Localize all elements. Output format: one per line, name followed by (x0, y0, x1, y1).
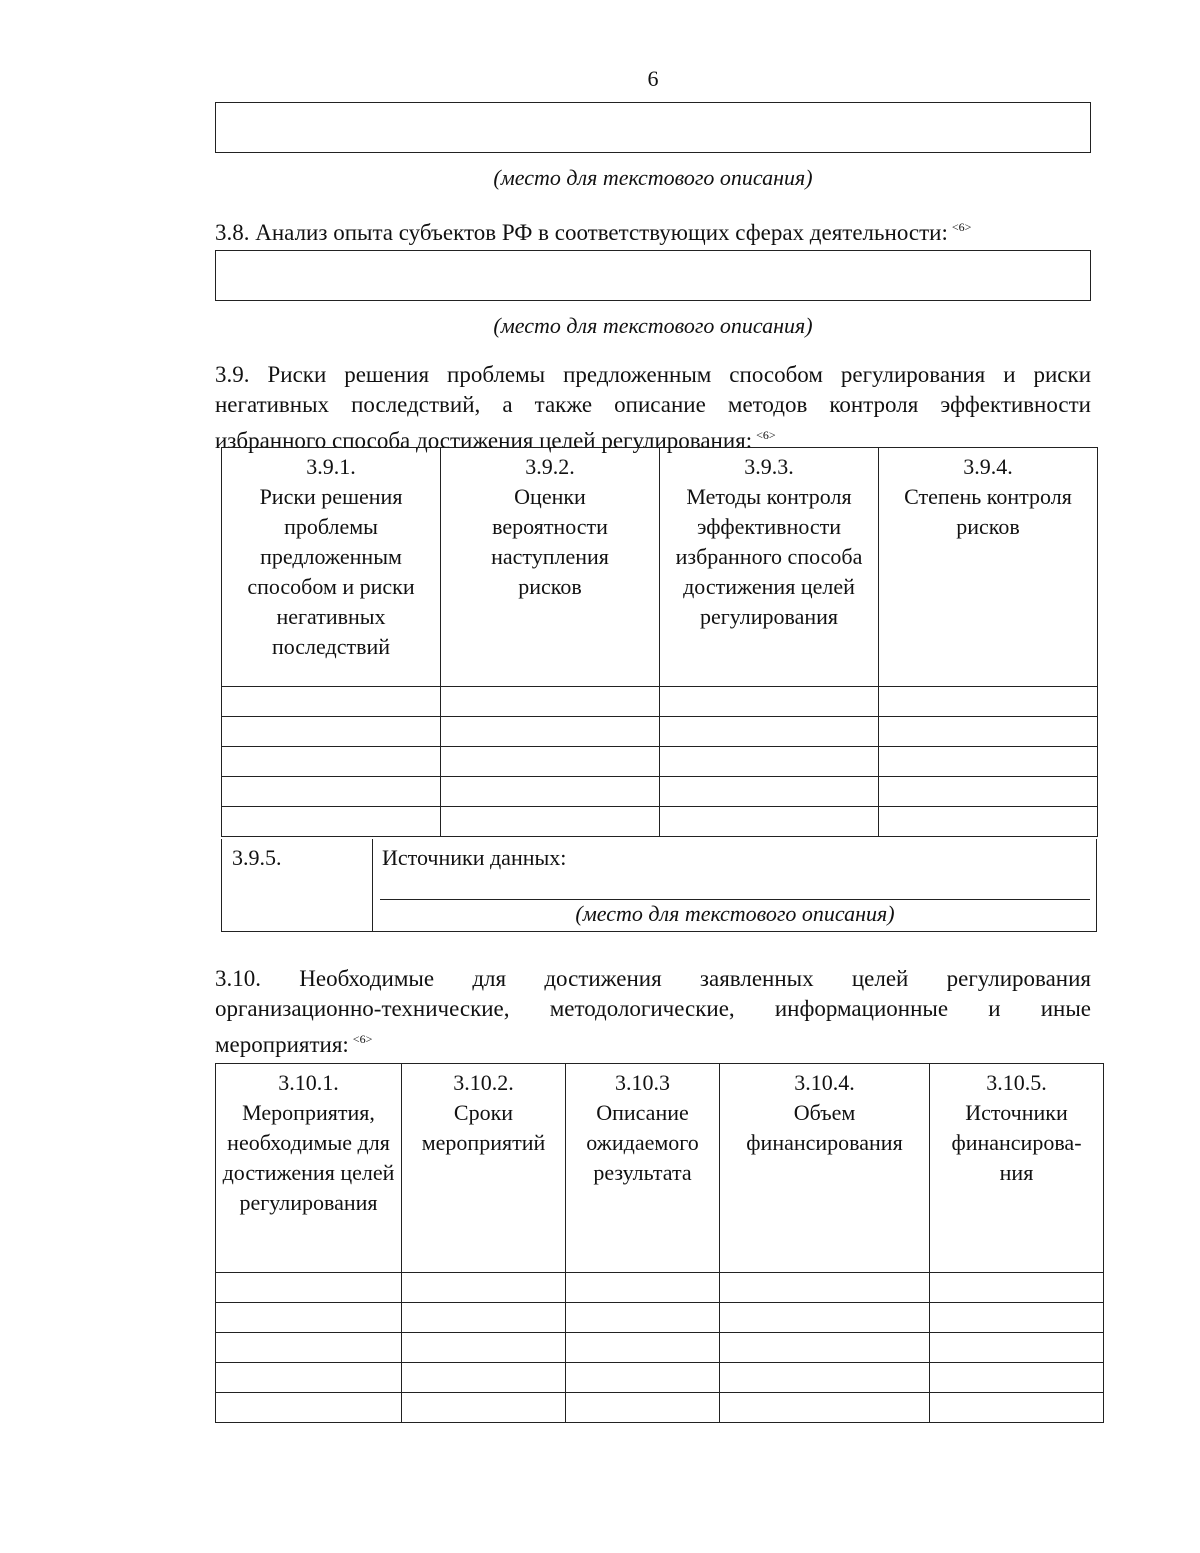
column-title: Описание ожидаемого результата (586, 1100, 699, 1185)
table-cell[interactable] (216, 1393, 402, 1423)
column-number: 3.10.4. (794, 1070, 855, 1095)
paragraph-3-9-line2: негативных последствий, а также описание методов контроля эффективности (215, 392, 1091, 417)
text-box-3-7[interactable] (215, 102, 1091, 153)
paragraph-3-10-line1: 3.10. Необходимые для достижения заявленных целей регулирования (215, 966, 1091, 991)
table-cell[interactable] (441, 687, 660, 717)
page-number: 6 (647, 66, 659, 91)
table-row (216, 1303, 1104, 1333)
table-header-cell (216, 1064, 402, 1273)
table-header-cell (879, 448, 1098, 687)
table-cell[interactable] (930, 1303, 1104, 1333)
table-cell[interactable] (402, 1273, 566, 1303)
paragraph-3-10 (215, 964, 1091, 1060)
column-title: Риски решения проблемы предложенным способом и риски негативных последствий (247, 484, 415, 659)
column-number: 3.10.3 (615, 1070, 670, 1095)
measures-table (215, 1063, 1104, 1423)
table-cell[interactable] (720, 1303, 930, 1333)
sources-divider (372, 839, 373, 931)
table-cell[interactable] (660, 687, 879, 717)
table-header-cell (441, 448, 660, 687)
column-number: 3.9.1. (306, 454, 356, 479)
table-cell[interactable] (216, 1333, 402, 1363)
table-cell[interactable] (402, 1333, 566, 1363)
sources-input-line[interactable] (380, 899, 1090, 900)
paragraph-3-10-line2: организационно-технические, методологические, информационные и иные (215, 996, 1091, 1021)
column-title: Методы контроля эффективности избранного способа достижения целей регулирования (675, 484, 863, 629)
table-row (222, 687, 1098, 717)
table-header-cell (660, 448, 879, 687)
heading-3-8 (215, 212, 1115, 248)
table-cell[interactable] (222, 807, 441, 837)
column-title: Мероприятия, необходимые для достижения целей регулирования (222, 1100, 395, 1215)
table-cell[interactable] (720, 1393, 930, 1423)
table-row (222, 747, 1098, 777)
column-number: 3.9.3. (744, 454, 794, 479)
table-header-row (222, 448, 1098, 687)
column-title: Объем финансирования (746, 1100, 903, 1155)
table-cell[interactable] (720, 1333, 930, 1363)
footnote-ref: <6> (951, 220, 972, 234)
table-cell[interactable] (930, 1393, 1104, 1423)
paragraph-3-9-line1: 3.9. Риски решения проблемы предложенным способом регулирования и риски (215, 362, 1091, 387)
table-cell[interactable] (402, 1303, 566, 1333)
table-cell[interactable] (222, 747, 441, 777)
table-cell[interactable] (566, 1273, 720, 1303)
column-title: Степень контроля рисков (904, 484, 1072, 539)
table-row (216, 1363, 1104, 1393)
table-cell[interactable] (660, 777, 879, 807)
table-cell[interactable] (566, 1303, 720, 1333)
table-row (222, 807, 1098, 837)
table-cell[interactable] (566, 1363, 720, 1393)
sources-caption: (место для текстового описания) (575, 901, 895, 926)
table-cell[interactable] (441, 807, 660, 837)
table-cell[interactable] (441, 747, 660, 777)
table-cell[interactable] (566, 1333, 720, 1363)
table-row (216, 1393, 1104, 1423)
table-cell[interactable] (720, 1273, 930, 1303)
table-cell[interactable] (660, 807, 879, 837)
table-cell[interactable] (222, 687, 441, 717)
table-cell[interactable] (930, 1363, 1104, 1393)
paragraph-3-9-line3-text: избранного способа достижения целей регулирования: (215, 428, 753, 453)
table-cell[interactable] (402, 1363, 566, 1393)
table-row (216, 1273, 1104, 1303)
table-cell[interactable] (879, 807, 1098, 837)
table-row (216, 1333, 1104, 1363)
column-number: 3.10.5. (986, 1070, 1047, 1095)
table-header-cell (402, 1064, 566, 1273)
table-cell[interactable] (441, 777, 660, 807)
paragraph-3-10-line3-text: мероприятия: (215, 1032, 349, 1057)
column-number: 3.9.4. (963, 454, 1013, 479)
table-row (222, 777, 1098, 807)
sources-row (221, 839, 1097, 932)
column-title: Оценки вероятности наступления рисков (491, 484, 609, 599)
paragraph-3-9 (215, 360, 1091, 456)
table-cell[interactable] (222, 777, 441, 807)
table-cell[interactable] (222, 717, 441, 747)
table-cell[interactable] (930, 1273, 1104, 1303)
table-cell[interactable] (660, 747, 879, 777)
table-cell[interactable] (879, 777, 1098, 807)
column-number: 3.10.1. (278, 1070, 339, 1095)
table-cell[interactable] (879, 717, 1098, 747)
table-cell[interactable] (660, 717, 879, 747)
table-header-row (216, 1064, 1104, 1273)
table-cell[interactable] (441, 717, 660, 747)
table-cell[interactable] (879, 747, 1098, 777)
sources-number: 3.9.5. (232, 845, 282, 870)
caption-3-8: (место для текстового описания) (493, 313, 813, 338)
footnote-ref: <6> (756, 428, 776, 442)
column-number: 3.9.2. (525, 454, 575, 479)
table-cell[interactable] (216, 1273, 402, 1303)
table-cell[interactable] (879, 687, 1098, 717)
table-cell[interactable] (930, 1333, 1104, 1363)
paragraph-3-10-line3 (215, 1024, 1091, 1060)
sources-label: Источники данных: (382, 845, 567, 870)
column-title: Источники финансирова-ния (951, 1100, 1082, 1185)
table-header-cell (222, 448, 441, 687)
table-cell[interactable] (216, 1363, 402, 1393)
table-header-cell (930, 1064, 1104, 1273)
footnote-ref: <6> (352, 1032, 373, 1046)
heading-3-8-text: 3.8. Анализ опыта субъектов РФ в соответствующих сферах деятельности: (215, 220, 948, 245)
risks-table (221, 447, 1098, 837)
table-cell[interactable] (566, 1393, 720, 1423)
column-number: 3.10.2. (453, 1070, 514, 1095)
caption-3-7: (место для текстового описания) (493, 165, 813, 190)
column-title: Сроки мероприятий (421, 1100, 546, 1155)
table-header-cell (720, 1064, 930, 1273)
text-box-3-8[interactable] (215, 250, 1091, 301)
table-cell[interactable] (216, 1303, 402, 1333)
table-cell[interactable] (720, 1363, 930, 1393)
table-cell[interactable] (402, 1393, 566, 1423)
table-row (222, 717, 1098, 747)
table-header-cell (566, 1064, 720, 1273)
